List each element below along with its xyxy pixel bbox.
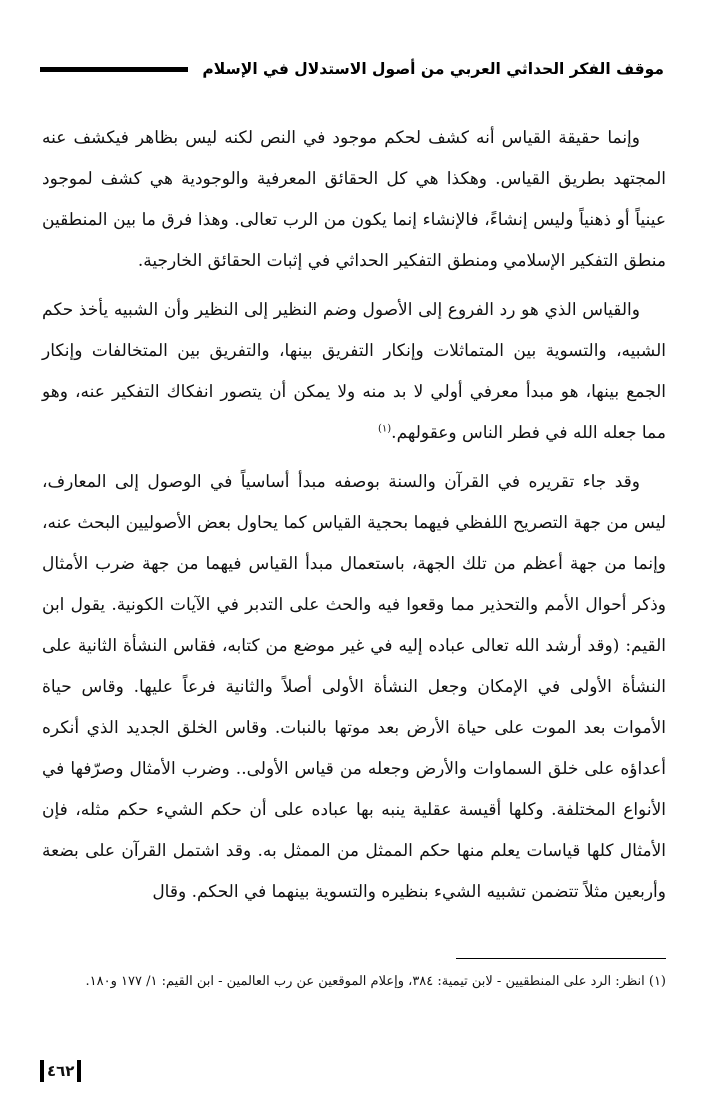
footnote (42, 968, 666, 996)
footnote-separator (456, 958, 666, 959)
paragraph (42, 290, 666, 454)
header-rule (40, 67, 188, 72)
page-number-box (40, 1058, 81, 1084)
paragraph-text: وإنما حقيقة القياس أنه كشف لحكم موجود في النص لكنه ليس بظاهر فيكشف عنه المجتهد بطريق القياس. وهكذا هي كل الحقائق المعرفية والوجودية هي كشف لموجود عينياً أو ذهنياً وليس إنشاءً، فالإنشاء إنما يكون من الرب تعالى. وهذا فرق ما بين المنطقين منطق التفكير الإسلامي ومنطق التفكير الحداثي في إثبات الحقائق الخارجية. (42, 128, 666, 271)
paragraph-text: والقياس الذي هو رد الفروع إلى الأصول وضم النظير إلى النظير وأن الشبيه يأخذ حكم الشبيه، والتسوية بين المتماثلات وإنكار التفريق بينها، والتفريق بين المتخالفات وإنكار الجمع بينها، هو مبدأ معرفي أولي لا بد منه ولا يمكن أن يتصور انفكاك التفكير عنه، وهو مما جعله الله في فطر الناس وعقولهم. (42, 300, 666, 443)
page-number: ٤٦٢ (47, 1062, 75, 1080)
folio-bar-left (40, 1060, 44, 1082)
footnote-text: (١) انظر: الرد على المنطقيين - لابن تيمية: ٣٨٤، وإعلام الموقعين عن رب العالمين - ابن القيم: ١/ ١٧٧ و١٨٠. (85, 974, 666, 989)
paragraph (42, 462, 666, 913)
paragraph-text: وقد جاء تقريره في القرآن والسنة بوصفه مبدأ أساسياً في الوصول إلى المعارف، ليس من جهة التصريح اللفظي فيهما بحجية القياس كما يحاول بعض الأصوليين البحث عنه، وإنما من جهة أعظم من تلك الجهة، باستعمال مبدأ القياس فيهما من جهة ضرب الأمثال وذكر أحوال الأمم والتحذير مما وقعوا فيه والحث على التدبر في الآيات الكونية. يقول ابن القيم: (وقد أرشد الله تعالى عباده إليه في غير موضع من كتابه، فقاس النشأة الثانية على النشأة الأولى في الإمكان وجعل النشأة الأولى أصلاً والثانية فرعاً عليها. وقاس حياة الأموات بعد الموت على حياة الأرض بعد موتها بالنبات. وقاس الخلق الجديد الذي أنكره أعداؤه على خلق السماوات والأرض وجعله من قياس الأولى.. وضرب الأمثال وصرّفها في الأنواع المختلفة. وكلها أقيسة عقلية ينبه بها عباده على أن حكم الشيء حكم مثله، فإن الأمثال كلها قياسات يعلم منها حكم الممثل من الممثل به. وقد اشتمل القرآن على بضعة وأربعين مثلاً تتضمن تشبيه الشيء بنظيره والتسوية بينهما في الحكم. وقال (42, 472, 666, 902)
folio-bar-right (77, 1060, 81, 1082)
paragraph (42, 118, 666, 282)
running-title: موقف الفكر الحداثي العربي من أصول الاستدلال في الإسلام (202, 60, 664, 78)
running-header (40, 52, 664, 86)
body-text (42, 118, 666, 913)
footnote-reference: (١) (377, 423, 392, 435)
